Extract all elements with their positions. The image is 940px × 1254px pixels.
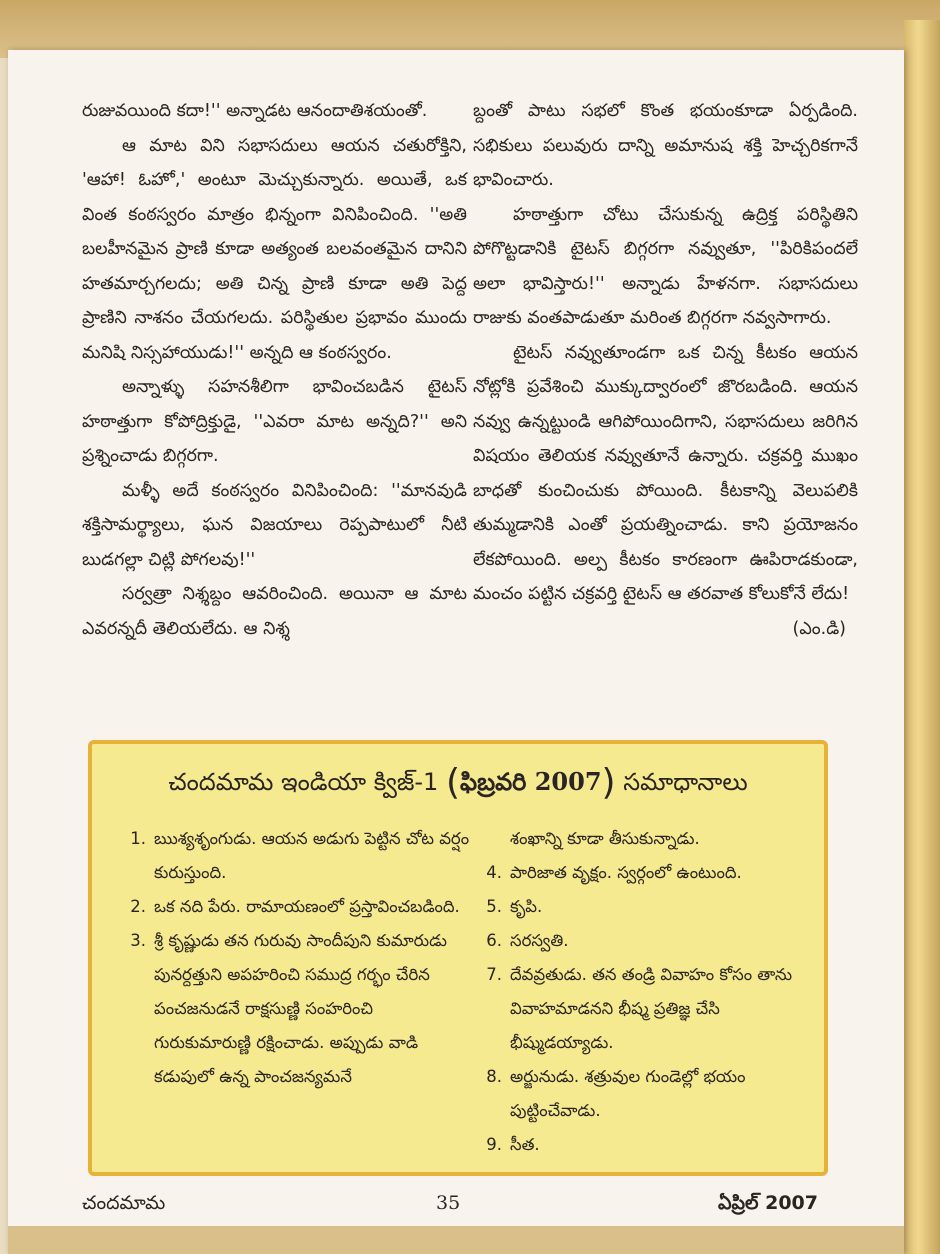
story-paragraph: హఠాత్తుగా చోటు చేసుకున్న ఉద్రిక్త పరిస్థితిని పోగొట్టడానికి టైటస్ బిగ్గరగా నవ్వుతూ, ''పిరికిపందలే అలా భావిస్తారు!'' అన్నాడు హేళనగా. సభాసదులు రాజుకు వంతపాడుతూ మరింత బిగ్గరగా నవ్వసాగారు. [473,204,858,328]
quiz-answer-item [114,924,474,1094]
quiz-answer-number: 9. [486,1135,502,1154]
quiz-answer-text: సీత. [510,1135,540,1154]
quiz-answer-item [470,856,815,890]
quiz-answer-item [470,1060,815,1128]
magazine-page-edge [904,20,940,1254]
quiz-answer-number: 3. [130,931,146,950]
quiz-answer-number: 8. [486,1067,502,1086]
page-bottom-band [8,1226,904,1254]
quiz-answer-text: శ్రీ కృష్ణుడు తన గురువు సాందీపుని కుమారుడు పునర్దత్తుని అపహరించి సముద్ర గర్భం చేరిన పంచజనుడనే రాక్షసుణ్ణి సంహరించి గురుకుమారుణ్ణి రక్షించాడు. అప్పుడు వాడి కడుపులో ఉన్న పాంచజన్యమనే [154,931,447,1086]
quiz-title-pre: చందమామ ఇండియా క్విజ్-1 [168,768,439,796]
quiz-answer-text: అర్జునుడు. శత్రువుల గుండెల్లో భయం పుట్టించేవాడు. [510,1067,746,1120]
story-paragraph: మళ్ళీ అదే కంఠస్వరం వినిపించింది: ''మానవుడి శక్తిసామర్థ్యాలు, ఘన విజయాలు రెప్పపాటులో నీటి బుడగల్లా చిట్లి పోగలవు!'' [82,480,467,570]
quiz-answer-text: కృపి. [510,897,543,916]
footer-page-number: 35 [436,1192,461,1214]
quiz-answer-number: 4. [486,863,502,882]
quiz-answer-continuation: శంఖాన్ని కూడా తీసుకున్నాడు. [510,829,700,848]
quiz-answer-item [470,924,815,958]
quiz-title-date: ఫిబ్రవరి 2007 [460,767,602,796]
quiz-right-answers [470,822,815,1162]
quiz-answer-text: ఒక నది పేరు. రామాయణంలో ప్రస్తావించబడింది. [154,897,460,916]
story-paragraph: రుజువయింది కదా!'' అన్నాడట ఆనందాతిశయంతో. [82,101,428,121]
story-paragraph: బ్దంతో పాటు సభలో కొంత భయంకూడా ఏర్పడింది. సభికులు పలువురు దాన్ని అమానుష శక్తి హెచ్చరికగానే భావించారు. [473,101,858,190]
quiz-title-paren-close: ) [601,762,616,803]
footer-issue-date: ఏప్రిల్ 2007 [718,1192,818,1214]
story-left-column [82,94,467,646]
quiz-answer-item [114,890,474,924]
quiz-answer-number: 7. [486,965,502,984]
quiz-answer-item [470,958,815,1060]
quiz-left-answers [114,822,474,1094]
quiz-title-paren-open: ( [445,762,461,803]
footer-magazine-name: చందమామ [82,1192,166,1214]
quiz-answers-box [88,740,828,1176]
quiz-answer-text: సరస్వతి. [510,931,569,950]
quiz-answer-item [114,822,474,890]
story-paragraph: సర్వత్రా నిశ్శబ్దం ఆవరించింది. అయినా ఆ మాట ఎవరన్నదీ తెలియలేదు. ఆ నిశ్శ [82,584,467,639]
quiz-answer-number: 5. [486,897,502,916]
quiz-answer-number: 1. [130,829,146,848]
quiz-answer-text: దేవవ్రతుడు. తన తండ్రి వివాహం కోసం తాను వివాహమాడనని భీష్మ ప్రతిజ్ఞ చేసి భీష్ముడయ్యాడు. [510,965,793,1052]
story-paragraph: ఆ మాట విని సభాసదులు ఆయన చతురోక్తిని, 'ఆహా! ఓహో,' అంటూ మెచ్చుకున్నారు. అయితే, ఒక వింత కంఠస్వరం మాత్రం భిన్నంగా వినిపించింది. ''అతి బలహీనమైన ప్రాణి కూడా అత్యంత బలవంతమైన దానిని హతమార్చగలదు; అతి చిన్న ప్రాణి కూడా అతి పెద్ద ప్రాణిని నాశనం చేయగలదు. పరిస్థితుల ప్రభావం ముందు మనిషి నిస్సహాయుడు!'' అన్నది ఆ కంఠస్వరం. [82,135,467,363]
story-right-column [473,94,858,646]
quiz-answer-item [470,890,815,924]
story-paragraph: టైటస్ నవ్వుతూండగా ఒక చిన్న కీటకం ఆయన నోట్లోకి ప్రవేశించి ముక్కుద్వారంలో జొరబడింది. ఆయన నవ్వు ఉన్నట్టుండి ఆగిపోయిందిగాని, సభాసదులు జరిగిన విషయం తెలియక నవ్వుతూనే ఉన్నారు. చక్రవర్తి ముఖం బాధతో కుంచించుకు పోయింది. కీటకాన్ని వెలుపలికి తుమ్మడానికి ఎంతో ప్రయత్నించాడు. కాని ప్రయోజనం లేకపోయింది. అల్ప కీటకం కారణంగా ఊపిరాడకుండా, మంచం పట్టిన చక్రవర్తి టైటస్ ఆ తరవాత కోలుకోనే లేదు! [473,342,858,604]
story-paragraph: అన్నాళ్ళు సహనశీలిగా భావించబడిన టైటస్ హఠాత్తుగా కోపోద్రిక్తుడై, ''ఎవరా మాట అన్నది?'' అని ప్రశ్నించాడు బిగ్గరగా. [82,377,467,466]
quiz-title-post: సమాధానాలు [623,768,748,796]
quiz-title [92,762,824,803]
quiz-answer-text: ఋశ్యశృంగుడు. ఆయన అడుగు పెట్టిన చోట వర్షం కురుస్తుంది. [154,829,470,882]
quiz-answer-text: పారిజాత వృక్షం. స్వర్గంలో ఉంటుంది. [510,863,742,882]
quiz-answer-number: 6. [486,931,502,950]
quiz-answer-item [470,1128,815,1162]
author-signature: (ఎం.డి) [792,618,846,639]
quiz-answer-number: 2. [130,897,146,916]
